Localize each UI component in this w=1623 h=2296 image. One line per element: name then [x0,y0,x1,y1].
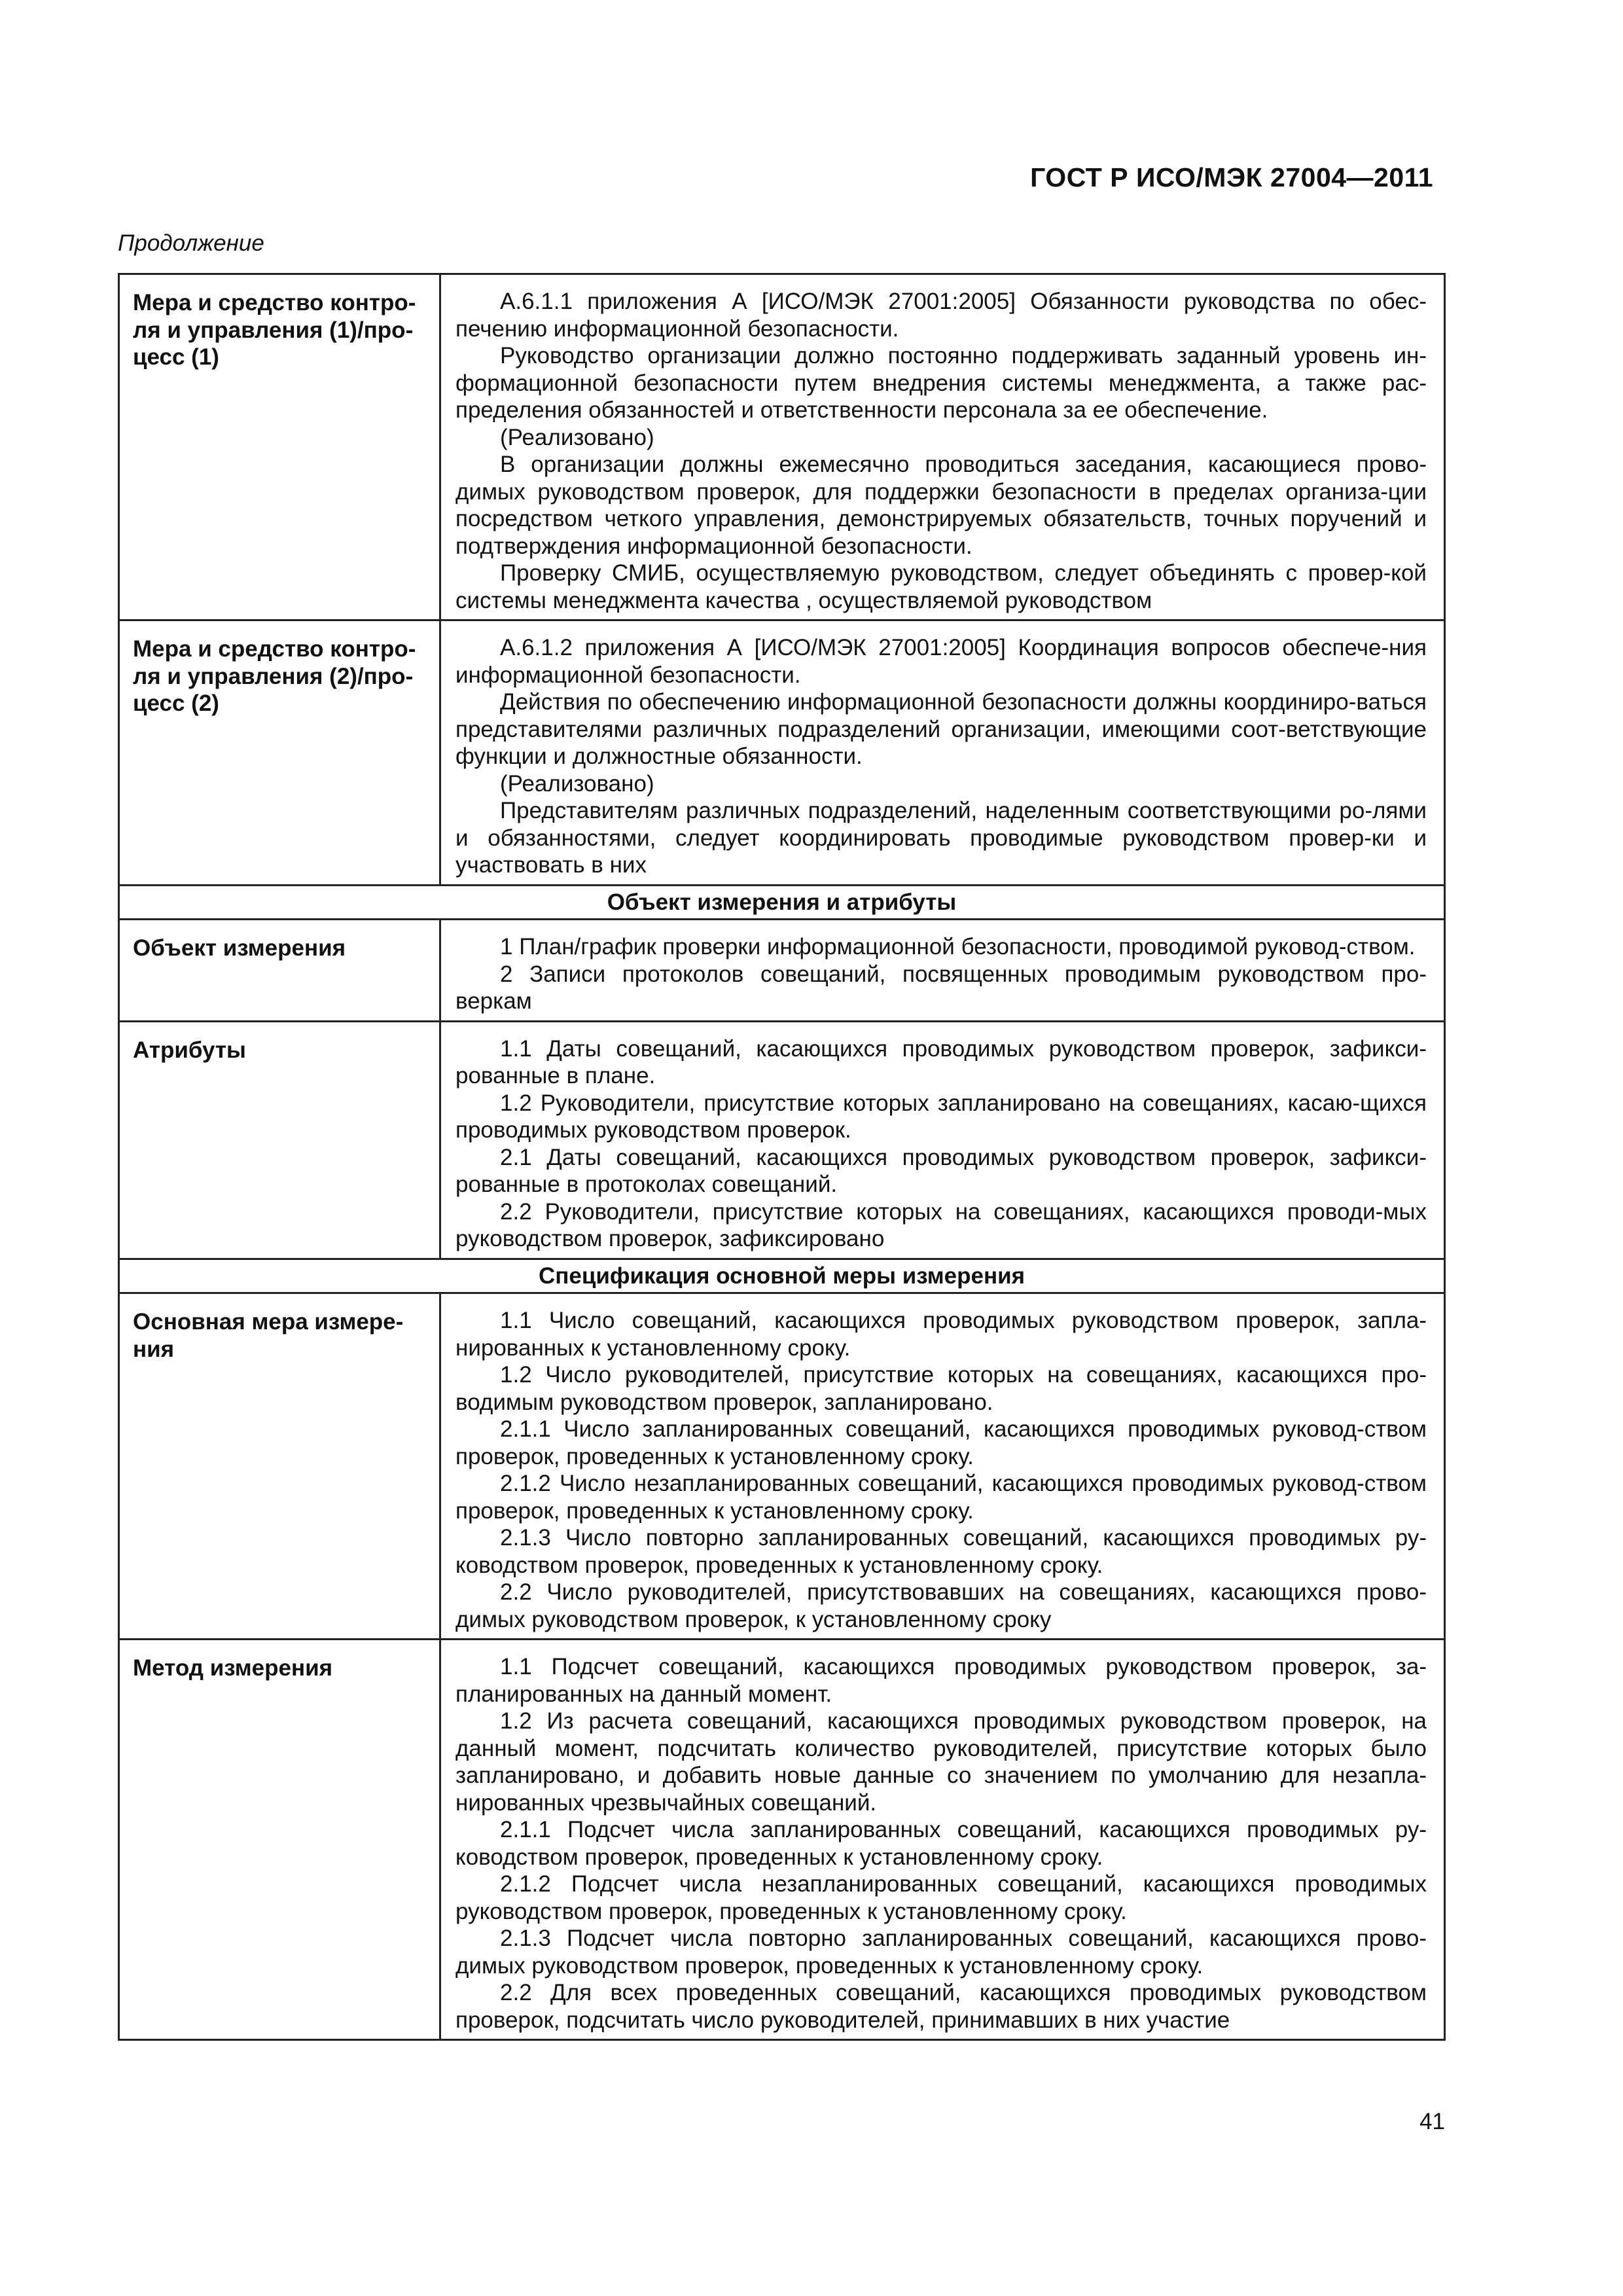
row-content [440,1293,1445,1640]
content-paragraph: 1.1 Число совещаний, касающихся проводимых руководством проверок, запла-нированных к установленному сроку. [455,1308,1427,1361]
content-paragraph: Руководство организации должно постоянно поддерживать заданный уровень ин-формационной безопасности путем внедрения системы менеджмента, а также рас-пределения обязанностей и ответственности персонала за ее обеспечение. [455,343,1427,423]
content-paragraph: 1.2 Из расчета совещаний, касающихся проводимых руководством проверок, на данный момент, подсчитать количество руководителей, присутствие которых было запланировано, и добавить новые данные со значением по умолчанию для незапла-нированных чрезвычайных совещаний. [455,1708,1427,1816]
row-label: Объект измерения [119,920,440,1022]
content-paragraph: (Реализовано) [500,424,654,450]
table-body [119,274,1445,2040]
content-paragraph: 2.1.1 Подсчет числа запланированных совещаний, касающихся проводимых ру-ководством проверок, проведенных к установленному сроку. [455,1817,1427,1870]
section-title: Спецификация основной меры измерения [119,1259,1445,1293]
content-paragraph: 2.1.1 Число запланированных совещаний, касающихся проводимых руковод-ством проверок, проведенных к установленному сроку. [455,1416,1427,1469]
content-paragraph: 1.2 Число руководителей, присутствие которых на совещаниях, касающихся про-водимым руководством проверок, запланировано. [455,1362,1427,1415]
content-paragraph: 2 Записи протоколов совещаний, посвященных проводимым руководством про-веркам [455,961,1427,1014]
measurement-table [118,273,1446,2041]
standard-header: ГОСТ Р ИСО/МЭК 27004—2011 [1030,162,1433,192]
table-row [119,1021,1445,1259]
table-row [119,274,1445,620]
content-paragraph: 1.1 Даты совещаний, касающихся проводимых руководством проверок, зафикси-рованные в плане. [455,1035,1427,1088]
row-content [440,1021,1445,1259]
content-paragraph: Действия по обеспечению информационной безопасности должны координиро-ваться представителями различных подразделений организации, имеющими соот-ветствующие функции и должностные обязанности. [455,689,1427,769]
table-row [119,920,1445,1022]
section-title: Объект измерения и атрибуты [119,885,1445,920]
table-row [119,620,1445,886]
content-paragraph: А.6.1.2 приложения А [ИСО/МЭК 27001:2005] Координация вопросов обеспече-ния информационной безопасности. [455,635,1427,688]
row-content [440,620,1445,886]
table-row [119,1293,1445,1640]
table-row [119,1640,1445,2040]
content-paragraph: Представителям различных подразделений, наделенным соответствующими ро-лями и обязанностями, следует координировать проводимые руководством провер-ки и участвовать в них [455,798,1427,878]
row-label: Мера и средство контро-ля и управления (1)/про-цесс (1) [119,274,440,620]
page-number: 41 [1419,2109,1445,2134]
content-paragraph: Проверку СМИБ, осуществляемую руководством, следует объединять с провер-кой системы менеджмента качества , осуществляемой руководством [455,560,1427,613]
content-paragraph: 2.2 Число руководителей, присутствовавших на совещаниях, касающихся прово-димых руководством проверок, к установленному сроку [455,1579,1427,1632]
row-label: Метод измерения [119,1640,440,2040]
content-paragraph: А.6.1.1 приложения А [ИСО/МЭК 27001:2005] Обязанности руководства по обес-печению информационной безопасности. [455,289,1427,342]
section-header-row [119,885,1445,920]
content-paragraph: В организации должны ежемесячно проводиться заседания, касающиеся прово-димых руководством проверок, для поддержки безопасности в пределах организа-ции посредством четкого управления, демонстрируемых обязательств, точных поручений и подтверждения информационной безопасности. [455,452,1427,559]
row-label: Основная мера измере-ния [119,1293,440,1640]
content-paragraph: 2.1 Даты совещаний, касающихся проводимых руководством проверок, зафикси-рованные в протоколах совещаний. [455,1144,1427,1197]
row-content [440,1640,1445,2040]
row-label: Мера и средство контро-ля и управления (2)/про-цесс (2) [119,620,440,886]
content-paragraph: 2.2 Для всех проведенных совещаний, касающихся проводимых руководством проверок, подсчитать число руководителей, принимавших в них участие [455,1980,1427,2033]
content-paragraph: 2.1.2 Число незапланированных совещаний, касающихся проводимых руковод-ством проверок, проведенных к установленному сроку. [455,1471,1427,1524]
section-header-row [119,1259,1445,1293]
content-paragraph: 2.1.2 Подсчет числа незапланированных совещаний, касающихся проводимых руководством проверок, проведенных к установленному сроку. [455,1871,1427,1924]
content-paragraph: 1.1 Подсчет совещаний, касающихся проводимых руководством проверок, за-планированных на данный момент. [455,1654,1427,1707]
content-paragraph: 1 План/график проверки информационной безопасности, проводимой руковод-ством. [500,934,1416,960]
row-content [440,274,1445,620]
content-paragraph: 2.1.3 Подсчет числа повторно запланированных совещаний, касающихся прово-димых руководством проверок, проведенных к установленному сроку. [455,1926,1427,1979]
content-paragraph: 1.2 Руководители, присутствие которых запланировано на совещаниях, касаю-щихся проводимых руководством проверок. [455,1090,1427,1143]
row-content [440,920,1445,1022]
content-paragraph: (Реализовано) [500,770,654,797]
row-label: Атрибуты [119,1021,440,1259]
continuation-label: Продолжение [118,230,264,256]
content-paragraph: 2.2 Руководители, присутствие которых на совещаниях, касающихся проводи-мых руководством проверок, зафиксировано [455,1198,1427,1251]
content-paragraph: 2.1.3 Число повторно запланированных совещаний, касающихся проводимых ру-ководством проверок, проведенных к установленному сроку. [455,1525,1427,1578]
